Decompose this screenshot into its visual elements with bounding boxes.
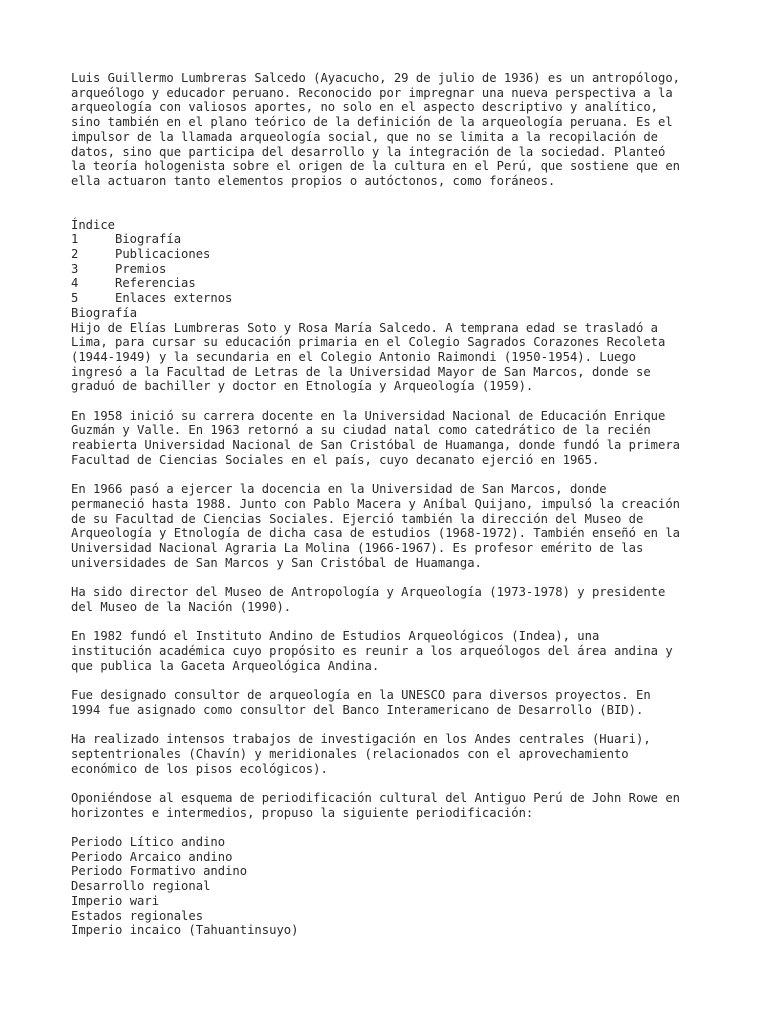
biography-paragraph: Ha sido director del Museo de Antropología y Arqueología (1973-1978) y presidente del Museo de la Nación (1990). [71, 585, 666, 614]
index-item-number: 4 [71, 276, 79, 291]
index-item-label: Referencias [115, 276, 196, 291]
intro-paragraph: Luis Guillermo Lumbreras Salcedo (Ayacucho, 29 de julio de 1936) es un antropólogo, arqueólogo y educador peruano. Reconocido por impregnar una nueva perspectiva a la arqueología con valiosos aportes, no solo en el aspecto descriptivo y analítico, sino también en el plano teórico de la definición de la arqueología peruana. Es el impulsor de la llamada arqueología social, que no se limita a la recopilación de datos, sino que participa del desarrollo y la integración de la sociedad. Planteó la teoría hologenista sobre el origen de la cultura en el Perú, que sostiene que en ella actuaron tanto elementos propios o autóctonos, como foráneos. [71, 71, 681, 188]
index-item-label: Enlaces externos [115, 291, 233, 306]
biography-paragraph: En 1958 inició su carrera docente en la Universidad Nacional de Educación Enrique Guzmán y Valle. En 1963 retornó a su ciudad natal como catedrático de la recién reabierta Universidad Nacional de San Cristóbal de Huamanga, donde fundó la primera Facultad de Ciencias Sociales en el país, cuyo decanato ejerció en 1965. [71, 408, 681, 467]
biography-paragraph: Fue designado consultor de arqueología en la UNESCO para diversos proyectos. En 1994 fue asignado como consultor del Banco Interamericano de Desarrollo (BID). [71, 688, 651, 717]
biography-paragraph: En 1982 fundó el Instituto Andino de Estudios Arqueológicos (Indea), una institución académica cuyo propósito es reunir a los arqueólogos del área andina y que publica la Gaceta Arqueológica Andina. [71, 629, 673, 673]
spacer [71, 468, 711, 483]
index-item[interactable] [71, 276, 711, 291]
index-item[interactable] [71, 262, 711, 277]
index-item-number: 5 [71, 291, 79, 306]
index-item[interactable] [71, 291, 711, 306]
index-item[interactable] [71, 232, 711, 247]
period-list-item: Periodo Arcaico andino [71, 849, 233, 864]
period-list-item: Imperio incaico (Tahuantinsuyo) [71, 923, 299, 938]
biography-paragraph: Ha realizado intensos trabajos de investigación en los Andes centrales (Huari), septentrionales (Chavín) y meridionales (relacionados con el aprovechamiento económico de los pisos ecológicos). [71, 732, 651, 776]
index-item[interactable] [71, 247, 711, 262]
period-list-item: Desarrollo regional [71, 879, 211, 894]
biography-paragraph: Oponiéndose al esquema de periodificación cultural del Antiguo Perú de John Rowe en horizontes e intermedios, propuso la siguiente periodificación: [71, 790, 681, 820]
document-page [71, 71, 711, 938]
period-list-item: Periodo Formativo andino [71, 864, 248, 879]
spacer [71, 717, 711, 732]
index-item-number: 2 [71, 247, 79, 262]
period-list-item: Imperio wari [71, 893, 160, 908]
index-item-label: Publicaciones [115, 247, 211, 262]
period-list-item: Periodo Lítico andino [71, 835, 226, 850]
period-list-item: Estados regionales [71, 908, 204, 923]
spacer [71, 820, 711, 835]
index-item-number: 3 [71, 261, 79, 276]
spacer [71, 615, 711, 630]
index-item-label: Biografía [115, 232, 182, 247]
index-item-label: Premios [115, 261, 167, 276]
spacer [71, 189, 711, 218]
biography-paragraph: Hijo de Elías Lumbreras Soto y Rosa María Salcedo. A temprana edad se trasladó a Lima, para cursar su educación primaria en el Colegio Sagrados Corazones Recoleta (1944-1949) y la secundaria en el Colegio Antonio Raimondi (1950-1954). Luego ingresó a la Facultad de Letras de la Universidad Mayor de San Marcos, donde se graduó de bachiller y doctor en Etnología y Arqueología (1959). [71, 320, 666, 394]
section-heading-biography: Biografía [71, 305, 138, 320]
index-title: Índice [71, 217, 116, 232]
spacer [71, 394, 711, 409]
spacer [71, 570, 711, 585]
index-item-number: 1 [71, 232, 79, 247]
biography-paragraph: En 1966 pasó a ejercer la docencia en la Universidad de San Marcos, donde permaneció hasta 1988. Junto con Pablo Macera y Aníbal Quijano, impulsó la creación de su Facultad de Ciencias Sociales. Ejerció también la dirección del Museo de Arqueología y Etnología de dicha casa de estudios (1968-1972). También enseñó en la Universidad Nacional Agraria La Molina (1966-1967). Es profesor emérito de las universidades de San Marcos y San Cristóbal de Huamanga. [71, 482, 681, 570]
spacer [71, 673, 711, 688]
spacer [71, 776, 711, 791]
